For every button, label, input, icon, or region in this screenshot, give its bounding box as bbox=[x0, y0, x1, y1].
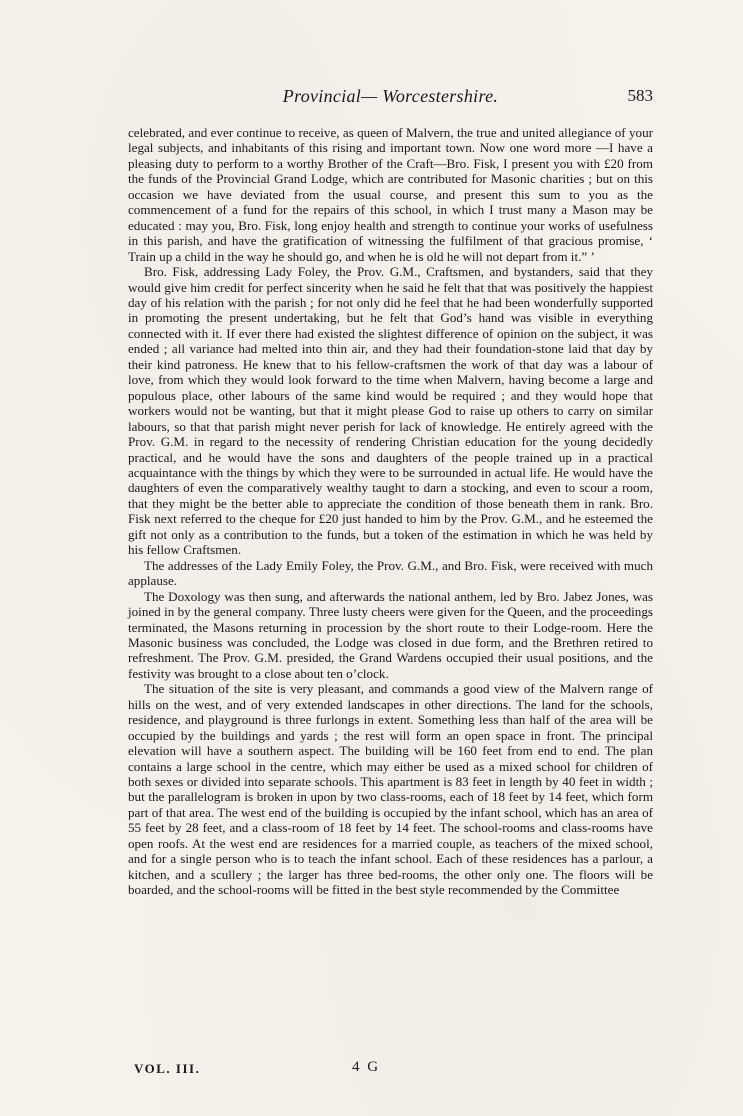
paragraph-fisk-address: Bro. Fisk, addressing Lady Foley, the Prov. G.M., Craftsmen, and bystanders, said that they would give him credit for perfect sincerity when he said he felt that that was positively the happiest day of his relation with the parish ; for not only did he feel that he had been wonderfully supported in promoting the present undertaking, but he felt that God’s hand was visible in everything connected with it. If ever there had existed the slightest difference of opinion on the subject, it was ended ; all variance had melted into thin air, and they had their foundation-stone laid that day by their kind patroness. He knew that to his fellow-craftsmen the work of that day was a labour of love, from which they would look forward to the time when Malvern, having become a large and populous place, other labours of the same kind would be required ; and they would hope that workers would not be wanting, but that it might please God to raise up others to carry on similar labours, so that that parish might never perish for lack of knowledge. He entirely agreed with the Prov. G.M. in regard to the necessity of rendering Christian education for the young decidedly practical, and he would have the sons and daughters of the people trained up in a practical acquaintance with the things by which they were to be surrounded in actual life. He would have the daughters of even the comparatively wealthy taught to darn a stocking, and even to scour a room, that they might be the better able to appreciate the condition of those beneath them in rank. Bro. Fisk next referred to the cheque for £20 just handed to him by the Prov. G.M., and he esteemed the gift not only as a contribution to the funds, but a token of the estimation in which he was held by his fellow Craftsmen. bbox=[128, 264, 653, 558]
running-head bbox=[128, 86, 653, 110]
paragraph-doxology: The Doxology was then sung, and afterwards the national anthem, led by Bro. Jabez Jones, was joined in by the general company. Three lusty cheers were given for the Queen, and the proceedings terminated, the Masons returning in procession by the short route to their Lodge-room. Here the Masonic business was concluded, the Lodge was closed in due form, and the Brethren retired to refreshment. The Prov. G.M. presided, the Grand Wardens occupied their usual positions, and the festivity was brought to a close about ten o’clock. bbox=[128, 588, 653, 681]
paragraph-site-description: The situation of the site is very pleasant, and commands a good view of the Malvern range of hills on the west, and of very extended landscapes in other directions. The land for the schools, residence, and playground is three furlongs in extent. Something less than half of the area will be occupied by the buildings and yards ; the rest will form an open space in front. The principal elevation will have a southern aspect. The building will be 160 feet from end to end. The plan contains a large school in the centre, which may either be used as a mixed school for children of both sexes or divided into separate schools. This apartment is 83 feet in length by 40 feet in width ; but the parallelogram is broken in upon by two class-rooms, each of 18 feet by 14 feet, which form part of that area. The west end of the building is occupied by the infant school, which has an area of 55 feet by 28 feet, and a class-room of 18 feet by 14 feet. The school-rooms and class-rooms have open roofs. At the west end are residences for a married couple, as teachers of the mixed school, and for a single person who is to teach the infant school. Each of these residences has a parlour, a kitchen, and a scullery ; the larger has three bed-rooms, the other only one. The floors will be boarded, and the school-rooms will be fitted in the best style recommended by the Committee bbox=[128, 681, 653, 898]
signature-mark: 4 G bbox=[352, 1059, 381, 1075]
page-footer bbox=[128, 1061, 653, 1081]
running-title: Provincial— Worcestershire. bbox=[282, 86, 499, 106]
body-text bbox=[128, 125, 653, 898]
volume-mark: VOL. III. bbox=[134, 1061, 201, 1076]
paragraph-continuation: celebrated, and ever continue to receive, as queen of Malvern, the true and united allegiance of your legal subjects, and inhabitants of this rising and important town. Now one word more —I have a pleasing duty to perform to a worthy Brother of the Craft—Bro. Fisk, I present you with £20 from the funds of the Provincial Grand Lodge, which are contributed for Masonic charities ; but on this occasion we have deviated from the usual course, and present this sum to you as the commencement of a fund for the repairs of this school, in which I trust many a Mason may be educated : may you, Bro. Fisk, long enjoy health and strength to continue your works of usefulness in this parish, and have the gratification of witnessing the fulfilment of that gracious promise, ‘ Train up a child in the way he should go, and when he is old he will not depart from it.” ’ bbox=[128, 125, 653, 264]
page-number: 583 bbox=[627, 86, 653, 105]
paragraph-addresses: The addresses of the Lady Emily Foley, the Prov. G.M., and Bro. Fisk, were received with much applause. bbox=[128, 557, 653, 589]
